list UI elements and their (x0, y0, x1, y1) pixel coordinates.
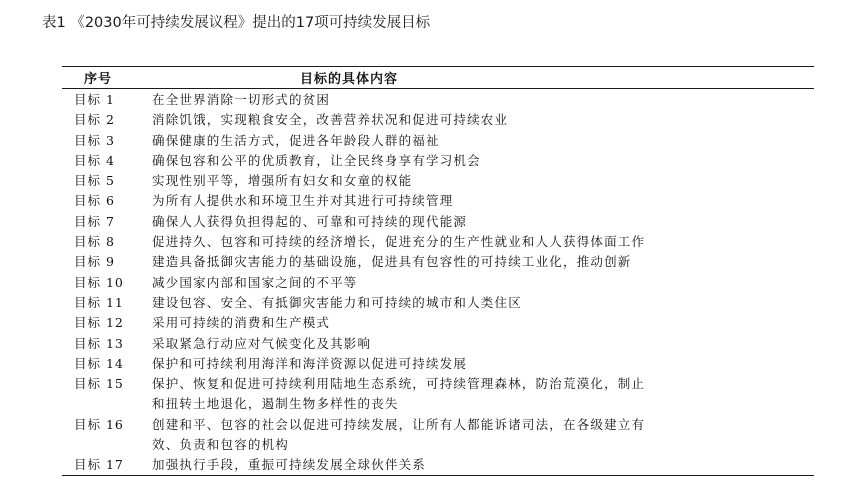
goal-number: 目标 8 (74, 234, 115, 250)
goal-content: 在全世界消除一切形式的贫困 (152, 92, 331, 107)
goal-number: 目标 15 (74, 376, 124, 392)
goal-number: 目标 17 (74, 457, 124, 473)
table-row (62, 334, 814, 354)
goal-content: 保护、恢复和促进可持续利用陆地生态系统，可持续管理森林，防治荒漠化，制止 和扭转土地退化，遏制生物多样性的丧失 (152, 376, 646, 412)
table-row (62, 191, 814, 211)
goal-content: 采取紧急行动应对气候变化及其影响 (152, 335, 372, 351)
table-bottom-rule (62, 475, 814, 476)
table-row (62, 151, 814, 171)
table-top-rule (62, 66, 814, 67)
table-row (62, 313, 814, 333)
header-sequence-number: 序号 (84, 72, 113, 87)
table-row (62, 293, 814, 313)
goal-number: 目标 7 (74, 213, 115, 229)
goal-content: 促进持久、包容和可持续的经济增长，促进充分的生产性就业和人人获得体面工作 (152, 234, 646, 250)
goal-content: 保护和可持续利用海洋和海洋资源以促进可持续发展 (152, 355, 468, 371)
goal-content: 确保包容和公平的优质教育，让全民终身享有学习机会 (152, 152, 481, 168)
goal-content: 确保人人获得负担得起的、可靠和可持续的现代能源 (152, 213, 468, 229)
goal-content: 减少国家内部和国家之间的不平等 (152, 274, 358, 290)
goal-number: 目标 10 (74, 274, 124, 290)
table-row (62, 415, 814, 456)
goal-content: 采用可持续的消费和生产模式 (152, 315, 331, 331)
table-caption: 表1 《2030年可持续发展议程》提出的17项可持续发展目标 (42, 15, 431, 31)
goal-content: 加强执行手段，重振可持续发展全球伙伴关系 (152, 457, 427, 473)
goal-number: 目标 6 (74, 193, 115, 209)
table-row (62, 90, 814, 110)
goal-number: 目标 14 (74, 355, 124, 371)
goal-content: 为所有人提供水和环境卫生并对其进行可持续管理 (152, 193, 454, 209)
table-row (62, 252, 814, 272)
goal-number: 目标 9 (74, 254, 115, 270)
table-row (62, 455, 814, 475)
goal-number: 目标 2 (74, 112, 115, 128)
table-row (62, 131, 814, 151)
goal-number: 目标 12 (74, 315, 124, 331)
goal-number: 目标 3 (74, 132, 115, 148)
table-row (62, 110, 814, 130)
table-row (62, 354, 814, 374)
goal-content: 创建和平、包容的社会以促进可持续发展，让所有人都能诉诸司法，在各级建立有 效、负责和包容的机构 (152, 416, 646, 453)
goal-number: 目标 13 (74, 335, 124, 351)
goal-number: 目标 11 (74, 294, 124, 310)
goal-number: 目标 4 (74, 152, 115, 168)
table-row (62, 273, 814, 293)
table-body (62, 90, 814, 476)
table-row (62, 171, 814, 191)
goal-number: 目标 5 (74, 173, 115, 189)
table-row (62, 232, 814, 252)
goal-number: 目标 16 (74, 416, 124, 432)
table-header-rule (62, 88, 814, 89)
goal-number: 目标 1 (74, 92, 115, 107)
table-row (62, 374, 814, 415)
goal-content: 实现性别平等，增强所有妇女和女童的权能 (152, 173, 413, 189)
goal-content: 建造具备抵御灾害能力的基础设施，促进具有包容性的可持续工业化，推动创新 (152, 254, 632, 270)
header-goal-content: 目标的具体内容 (300, 72, 399, 87)
goal-content: 消除饥饿，实现粮食安全，改善营养状况和促进可持续农业 (152, 112, 509, 128)
goal-content: 建设包容、安全、有抵御灾害能力和可持续的城市和人类住区 (152, 294, 522, 310)
goal-content: 确保健康的生活方式，促进各年龄段人群的福祉 (152, 132, 440, 148)
table-row (62, 212, 814, 232)
